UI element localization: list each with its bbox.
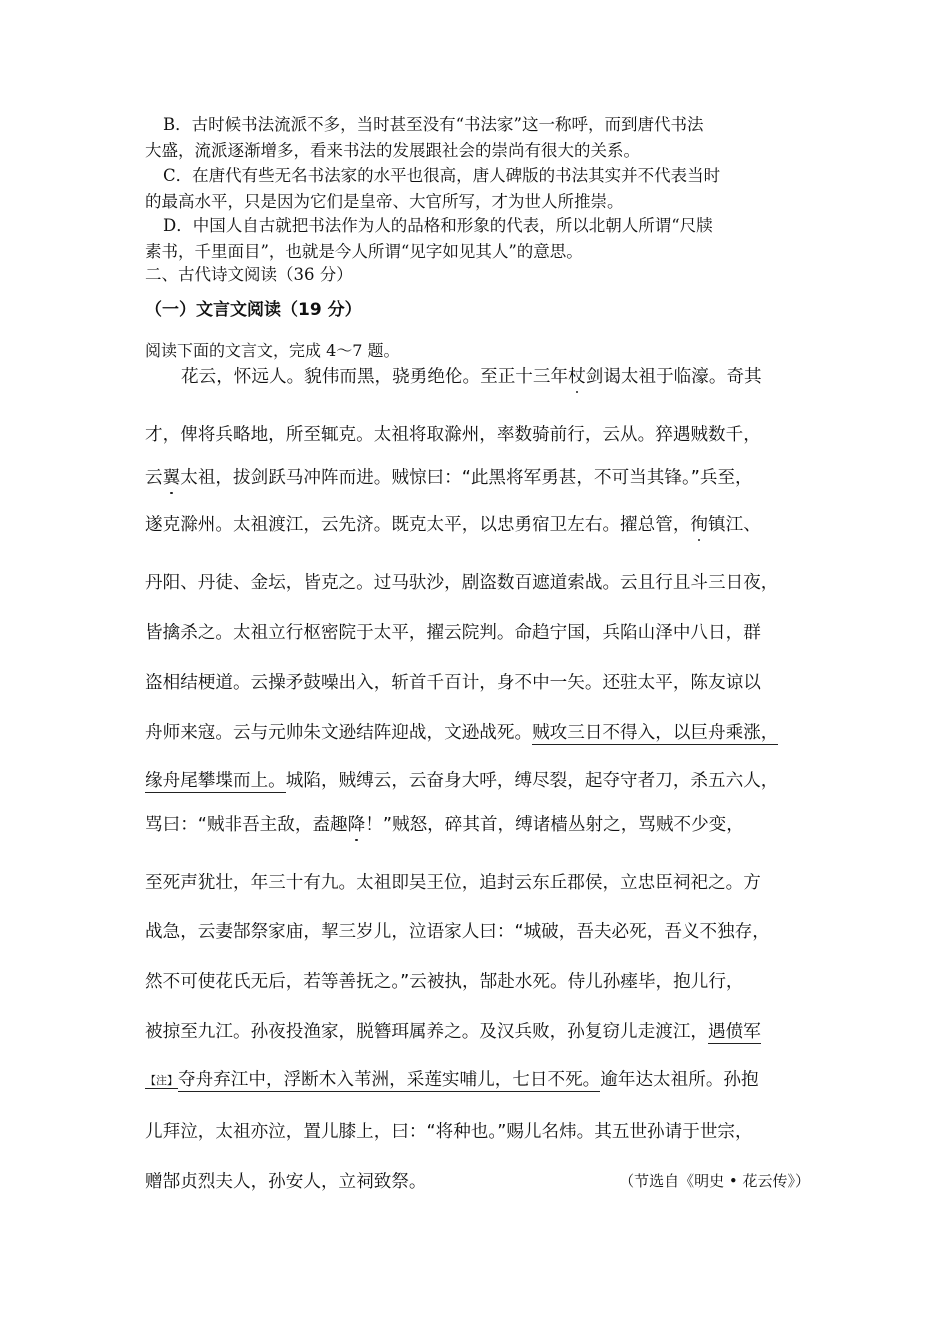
passage-text: ！”贼怒，碎其首，缚诸樯丛射之，骂贼不少变， [365, 815, 744, 835]
passage-text: 遂克滁州。太祖渡江，云先济。既克太平，以忠勇宿卫左右。擢总管， [145, 515, 691, 535]
underlined-sentence: 贼攻三日不得入，以巨舟乘涨， [532, 723, 779, 743]
passage-text: 花云，怀远人。貌伟而黑，骁勇绝伦。至正十三年 [181, 367, 569, 387]
passage-text: 骂曰：“贼非吾主敌，盍趣 [145, 815, 348, 835]
passage-line-8 [145, 718, 778, 748]
passage-line-11: 至死声犹壮，年三十有九。太祖即吴王位，追封云东丘郡侯，立忠臣祠祀之。方 [145, 873, 761, 893]
emphasis-char: 翼 [162, 468, 181, 488]
passage-line-2: 才，俾将兵略地，所至辄克。太祖将取滁州，率数骑前行，云从。猝遇贼数千， [145, 425, 761, 445]
passage-text: 云 [145, 468, 163, 488]
option-c-line-2: 的最高水平，只是因为它们是皇帝、大官所写，才为世人所推崇。 [145, 192, 624, 211]
passage-line-16: 儿拜泣，太祖亦泣，置儿膝上，曰：“将种也。”赐儿名炜。其五世孙请于世宗， [145, 1122, 753, 1142]
passage-line-3 [145, 463, 753, 493]
passage-text: 城陷，贼缚云，云奋身大呼，缚尽裂，起夺守者刀，杀五六人， [285, 771, 779, 791]
footnote-marker: 【注】 [145, 1074, 178, 1087]
option-b [145, 112, 815, 164]
section-title: 二、古代诗文阅读（36 分） [145, 265, 353, 284]
instruction: 阅读下面的文言文，完成 4～7 题。 [145, 341, 400, 360]
emphasis-char: 徇 [690, 515, 709, 535]
passage-text: 剑谒太祖于临濠。奇其 [585, 367, 762, 387]
emphasis-char: 杖 [568, 367, 586, 387]
passage-text: 被掠至九江。孙夜投渔家，脱簪珥属养之。及汉兵败，孙复窃儿走渡江， [145, 1022, 709, 1042]
underlined-sentence: 缘舟尾攀堞而上。 [145, 771, 286, 791]
passage-line-17: 赠郜贞烈夫人，孙安人，立祠致祭。 [145, 1172, 427, 1192]
passage-line-12: 战急，云妻郜祭家庙，挈三岁儿，泣语家人曰：“城破，吾夫必死，吾义不独存， [145, 922, 770, 942]
passage-source: （节选自《明史 • 花云传》） [619, 1172, 810, 1190]
passage-line-14 [145, 1017, 761, 1047]
passage-line-7: 盗相结梗道。云操矛鼓噪出入，斩首千百计，身不中一矢。还驻太平，陈友谅以 [145, 673, 761, 693]
passage-line-9 [145, 766, 778, 796]
passage-line-4 [145, 510, 761, 540]
passage-line-6: 皆擒杀之。太祖立行枢密院于太平，擢云院判。命趋宁国，兵陷山泽中八日，群 [145, 623, 761, 643]
passage-text: 逾年达太祖所。孙抱 [600, 1070, 759, 1090]
passage-text: 舟师来寇。云与元帅朱文逊结阵迎战，文逊战死。 [145, 723, 533, 743]
passage-text: 太祖，拔剑跃马冲阵而进。贼惊曰：“此黑将军勇甚，不可当其锋。”兵至， [180, 468, 753, 488]
subsection-title: （一）文言文阅读（19 分） [145, 300, 362, 320]
option-d [145, 213, 815, 265]
passage-line-13: 然不可使花氏无后，若等善抚之。”云被执，郜赴水死。侍儿孙瘗毕，抱儿行， [145, 972, 744, 992]
passage-line-10 [145, 810, 744, 840]
underlined-sentence: 夺舟弃江中，浮断木入苇洲，采莲实哺儿，七日不死。 [178, 1070, 601, 1090]
passage-text: 镇江、 [708, 515, 761, 535]
underlined-sentence: 遇偾军 [708, 1022, 761, 1042]
passage-line-1 [181, 362, 762, 392]
option-c-line-1: C．在唐代有些无名书法家的水平也很高，唐人碑版的书法其实并不代表当时 [163, 166, 721, 185]
emphasis-char: 降 [347, 815, 366, 835]
option-c [145, 163, 815, 215]
option-d-line-2: 素书，千里面目”，也就是今人所谓“见字如见其人”的意思。 [145, 242, 583, 261]
option-b-line-2: 大盛，流派逐渐增多，看来书法的发展跟社会的崇尚有很大的关系。 [145, 141, 640, 160]
passage-line-5: 丹阳、丹徒、金坛，皆克之。过马驮沙，剧盗数百遮道索战。云且行且斗三日夜， [145, 573, 779, 593]
passage-line-15 [145, 1065, 759, 1095]
option-d-line-1: D．中国人自古就把书法作为人的品格和形象的代表，所以北朝人所谓“尺牍 [163, 216, 713, 235]
option-b-line-1: B．古时候书法流派不多，当时甚至没有“书法家”这一称呼，而到唐代书法 [163, 115, 704, 134]
